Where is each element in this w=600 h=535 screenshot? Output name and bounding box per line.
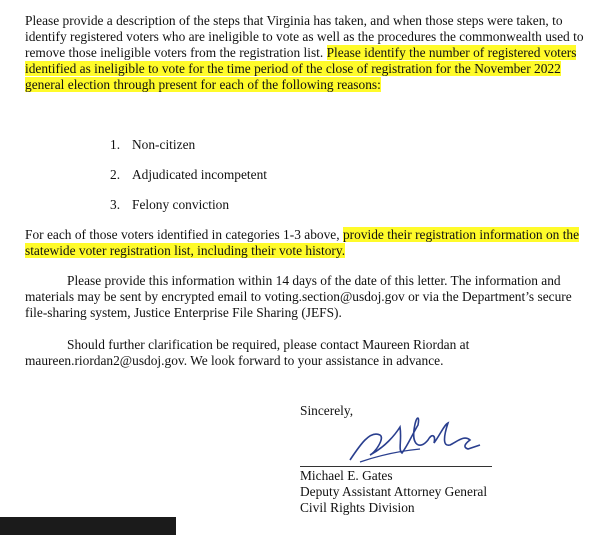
signer-name: Michael E. Gates [300,468,393,483]
list-item [110,137,267,167]
signer-division: Civil Rights Division [300,500,415,515]
closing: Sincerely, [300,403,354,418]
highlighted-registration-text: provide their registration information on the statewide voter registration list, including their vote history. [25,227,580,258]
paragraph-registration-plain: For each of those voters identified in categories 1-3 above, [25,227,343,242]
list-item [110,167,267,197]
handwritten-signature [340,405,490,467]
list-item-number: 2. [110,167,121,182]
paragraph-request-description [25,13,585,93]
list-item [110,197,267,227]
list-item-label: Non-citizen [132,137,196,152]
highlighted-request-text: Please identify the number of registered voters identified as ineligible to vote for the time period of the close of registration for the November 2022 general election through present for each of the following reasons: [25,45,577,92]
signature-line [300,466,492,467]
signer-title: Deputy Assistant Attorney General [300,484,488,499]
paragraph-registration-info [25,227,585,259]
paragraph-deadline-text: Please provide this information within 14 days of the date of this letter. The information and materials may be sent by encrypted email to voting.section@usdoj.gov or via the Department’s secure file-sharing system, Justice Enterprise File Sharing (JEFS). [25,273,572,320]
list-item-number: 1. [110,137,121,152]
paragraph-contact-text: Should further clarification be required, please contact Maureen Riordan at maureen.riordan2@usdoj.gov. We look forward to your assistance in advance. [25,337,470,368]
list-item-label: Felony conviction [132,197,230,212]
reasons-list [110,137,267,227]
redaction-bar [0,517,176,535]
paragraph-deadline [25,273,585,321]
paragraph-request-plain: Please provide a description of the steps that Virginia has taken, and when those steps were taken, to identify registered voters who are ineligible to vote as well as the procedures the commonwealth used to remove those ineligible voters from the registration list. [25,13,584,60]
list-item-number: 3. [110,197,121,212]
list-item-label: Adjudicated incompetent [132,167,267,182]
paragraph-contact [25,337,585,369]
